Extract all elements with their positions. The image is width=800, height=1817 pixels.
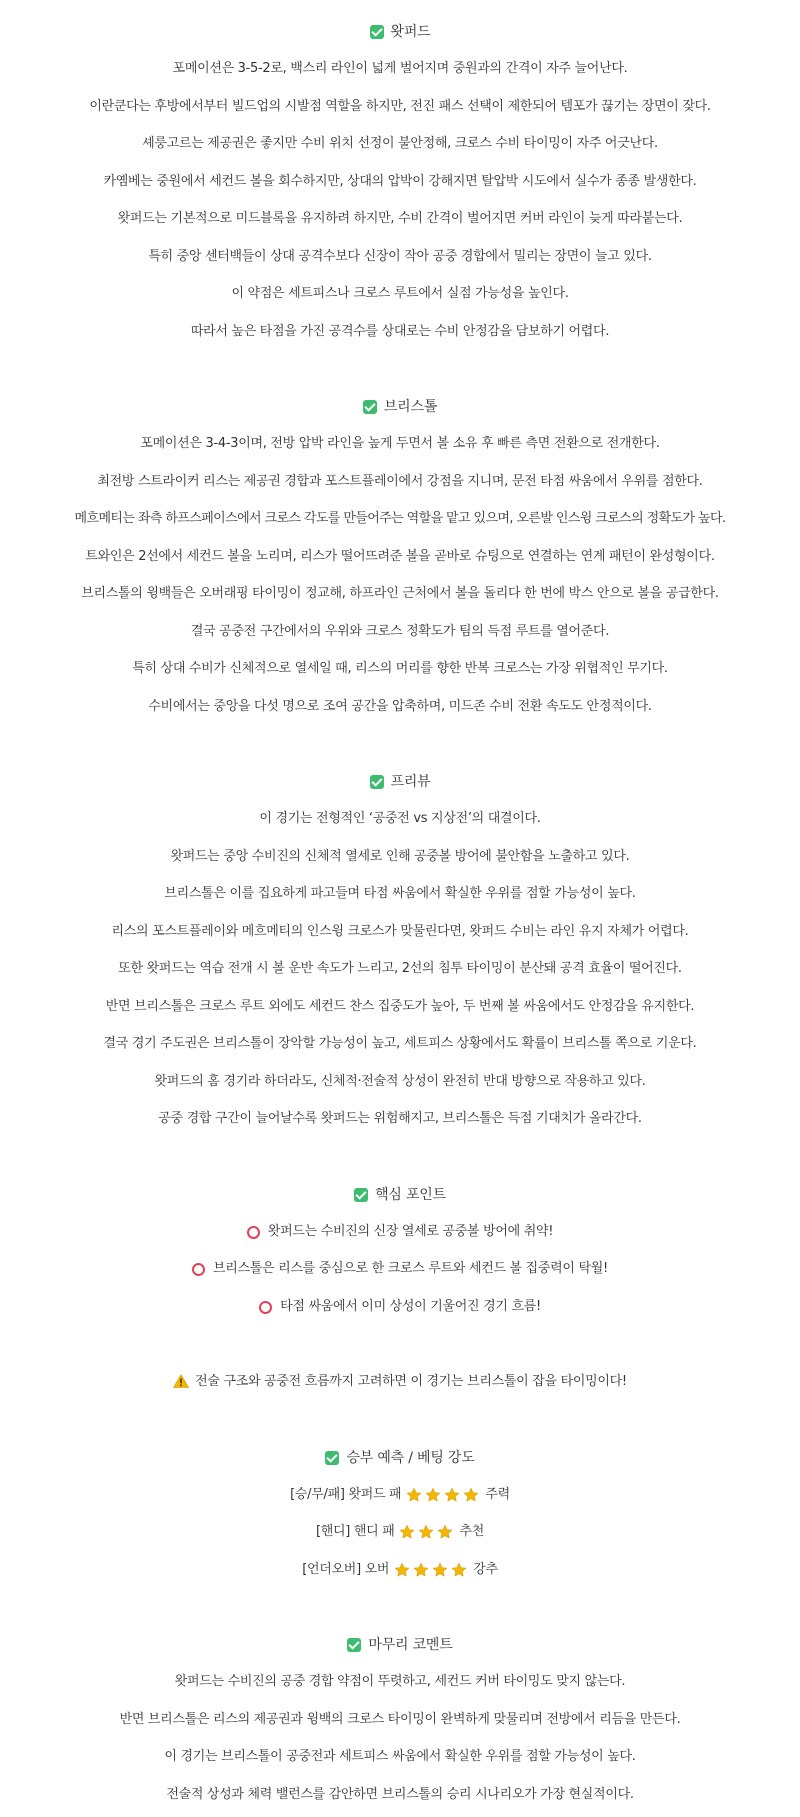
bet-strength: 추천 [459,1517,484,1547]
key-point-text: 왓퍼드는 수비진의 신장 열세로 공중볼 방어에 취약! [268,1217,553,1247]
warning-line [0,1367,800,1405]
check-icon [370,25,384,39]
key-point-text: 타점 싸움에서 이미 상성이 기울어진 경기 흐름! [280,1292,541,1322]
star-icon [399,1524,415,1540]
section-warning [0,1367,800,1405]
paragraph-line: 반면 브리스톨은 크로스 루트 외에도 세컨드 찬스 집중도가 높아, 두 번째 볼 싸움에서도 안정감을 유지한다. [0,992,800,1030]
section-preview [0,767,800,1142]
paragraph-line: 수비에서는 중앙을 다섯 명으로 조여 공간을 압축하며, 미드존 수비 전환 속도도 안정적이다. [0,692,800,730]
section-heading [0,1630,800,1667]
paragraph-line: 반면 브리스톨은 리스의 제공권과 윙백의 크로스 타이밍이 완벽하게 맞물리며 전방에서 리듬을 만든다. [0,1705,800,1743]
star-rating [399,1524,453,1540]
paragraph-line: 셰룽고르는 제공권은 좋지만 수비 위치 선정이 불안정해, 크로스 수비 타이밍이 자주 어긋난다. [0,129,800,167]
star-icon [413,1562,429,1578]
paragraph-line: 브리스톨은 이를 집요하게 파고들며 타점 싸움에서 확실한 우위를 점할 가능성이 높다. [0,879,800,917]
paragraph-line: 왓퍼드는 기본적으로 미드블록을 유지하려 하지만, 수비 간격이 벌어지면 커버 라인이 늦게 따라붙는다. [0,204,800,242]
paragraph-line: 결국 경기 주도권은 브리스톨이 장악할 가능성이 높고, 세트피스 상황에서도 확률이 브리스톨 쪽으로 기운다. [0,1029,800,1067]
section-key-points [0,1180,800,1330]
bet-row [0,1555,800,1593]
key-point [0,1292,800,1330]
ring-icon [259,1301,272,1314]
star-icon [418,1524,434,1540]
star-icon [437,1524,453,1540]
bet-row [0,1517,800,1555]
section-closing [0,1630,800,1817]
star-icon [394,1562,410,1578]
paragraph-line: 전술적 상성과 체력 밸런스를 감안하면 브리스톨의 승리 시나리오가 가장 현실적이다. [0,1780,800,1817]
section-title: 왓퍼드 [391,17,431,47]
section-title: 프리뷰 [391,767,431,797]
check-icon [325,1451,339,1465]
bet-strength: 강추 [473,1555,498,1585]
key-point [0,1254,800,1292]
warning-text: 전술 구조와 공중전 흐름까지 고려하면 이 경기는 브리스톨이 잡을 타이밍이다! [195,1367,627,1397]
check-icon [354,1188,368,1202]
section-title: 마무리 코멘트 [368,1630,452,1660]
key-point-text: 브리스톨은 리스를 중심으로 한 크로스 루트와 세컨드 볼 집중력이 탁월! [213,1254,608,1284]
check-icon [347,1638,361,1652]
bet-label: [승/무/패] 왓퍼드 패 [290,1480,401,1510]
paragraph-line: 따라서 높은 타점을 가진 공격수를 상대로는 수비 안정감을 담보하기 어렵다. [0,317,800,355]
section-bristol [0,392,800,729]
bet-strength: 주력 [485,1480,510,1510]
section-title: 브리스톨 [384,392,437,422]
paragraph-line: 왓퍼드는 중앙 수비진의 신체적 열세로 인해 공중볼 방어에 불안함을 노출하고 있다. [0,842,800,880]
ring-icon [247,1226,260,1239]
paragraph-line: 메흐메티는 좌측 하프스페이스에서 크로스 각도를 만들어주는 역할을 맡고 있으며, 오른발 인스윙 크로스의 정확도가 높다. [0,504,800,542]
warning-icon [173,1374,189,1388]
paragraph-line: 결국 공중전 구간에서의 우위와 크로스 정확도가 팀의 득점 루트를 열어준다. [0,617,800,655]
paragraph-line: 브리스톨의 윙백들은 오버래핑 타이밍이 정교해, 하프라인 근처에서 볼을 돌리다 한 번에 박스 안으로 볼을 공급한다. [0,579,800,617]
section-heading [0,392,800,429]
paragraph-line: 이 약점은 세트피스나 크로스 루트에서 실점 가능성을 높인다. [0,279,800,317]
star-icon [451,1562,467,1578]
paragraph-line: 이 경기는 전형적인 ‘공중전 vs 지상전’의 대결이다. [0,804,800,842]
check-icon [363,400,377,414]
bet-label: [핸디] 핸디 패 [316,1517,395,1547]
paragraph-line: 최전방 스트라이커 리스는 제공권 경합과 포스트플레이에서 강점을 지니며, 문전 타점 싸움에서 우위를 점한다. [0,467,800,505]
paragraph-line: 포메이션은 3-4-3이며, 전방 압박 라인을 높게 두면서 볼 소유 후 빠른 측면 전환으로 전개한다. [0,429,800,467]
section-title: 핵심 포인트 [375,1180,446,1210]
section-heading [0,17,800,54]
paragraph-line: 이 경기는 브리스톨이 공중전과 세트피스 싸움에서 확실한 우위를 점할 가능성이 높다. [0,1742,800,1780]
section-heading [0,767,800,804]
paragraph-line: 카옘베는 중원에서 세컨드 볼을 회수하지만, 상대의 압박이 강해지면 탈압박 시도에서 실수가 종종 발생한다. [0,167,800,205]
check-icon [370,775,384,789]
star-icon [444,1487,460,1503]
paragraph-line: 또한 왓퍼드는 역습 전개 시 볼 운반 속도가 느리고, 2선의 침투 타이밍이 분산돼 공격 효율이 떨어진다. [0,954,800,992]
star-icon [432,1562,448,1578]
paragraph-line: 왓퍼드는 수비진의 공중 경합 약점이 뚜렷하고, 세컨드 커버 타이밍도 맞지 않는다. [0,1667,800,1705]
section-watford [0,17,800,354]
paragraph-line: 왓퍼드의 홈 경기라 하더라도, 신체적·전술적 상성이 완전히 반대 방향으로 작용하고 있다. [0,1067,800,1105]
paragraph-line: 특히 상대 수비가 신체적으로 열세일 때, 리스의 머리를 향한 반복 크로스는 가장 위협적인 무기다. [0,654,800,692]
paragraph-line: 리스의 포스트플레이와 메흐메티의 인스윙 크로스가 맞물린다면, 왓퍼드 수비는 라인 유지 자체가 어렵다. [0,917,800,955]
paragraph-line: 특히 중앙 센터백들이 상대 공격수보다 신장이 작아 공중 경합에서 밀리는 장면이 늘고 있다. [0,242,800,280]
section-title: 승부 예측 / 베팅 강도 [346,1443,474,1473]
paragraph-line: 이란쿤다는 후방에서부터 빌드업의 시발점 역할을 하지만, 전진 패스 선택이 제한되어 템포가 끊기는 장면이 잦다. [0,92,800,130]
section-heading [0,1180,800,1217]
key-point [0,1217,800,1255]
section-prediction [0,1443,800,1593]
paragraph-line: 포메이션은 3-5-2로, 백스리 라인이 넓게 벌어지며 중원과의 간격이 자주 늘어난다. [0,54,800,92]
ring-icon [192,1263,205,1276]
star-rating [394,1562,467,1578]
star-icon [406,1487,422,1503]
section-heading [0,1443,800,1480]
paragraph-line: 트와인은 2선에서 세컨드 볼을 노리며, 리스가 떨어뜨려준 볼을 곧바로 슈팅으로 연결하는 연계 패턴이 완성형이다. [0,542,800,580]
paragraph-line: 공중 경합 구간이 늘어날수록 왓퍼드는 위험해지고, 브리스톨은 득점 기대치가 올라간다. [0,1104,800,1142]
star-icon [463,1487,479,1503]
bet-row [0,1480,800,1518]
star-icon [425,1487,441,1503]
star-rating [406,1487,479,1503]
bet-label: [언더오버] 오버 [302,1555,389,1585]
